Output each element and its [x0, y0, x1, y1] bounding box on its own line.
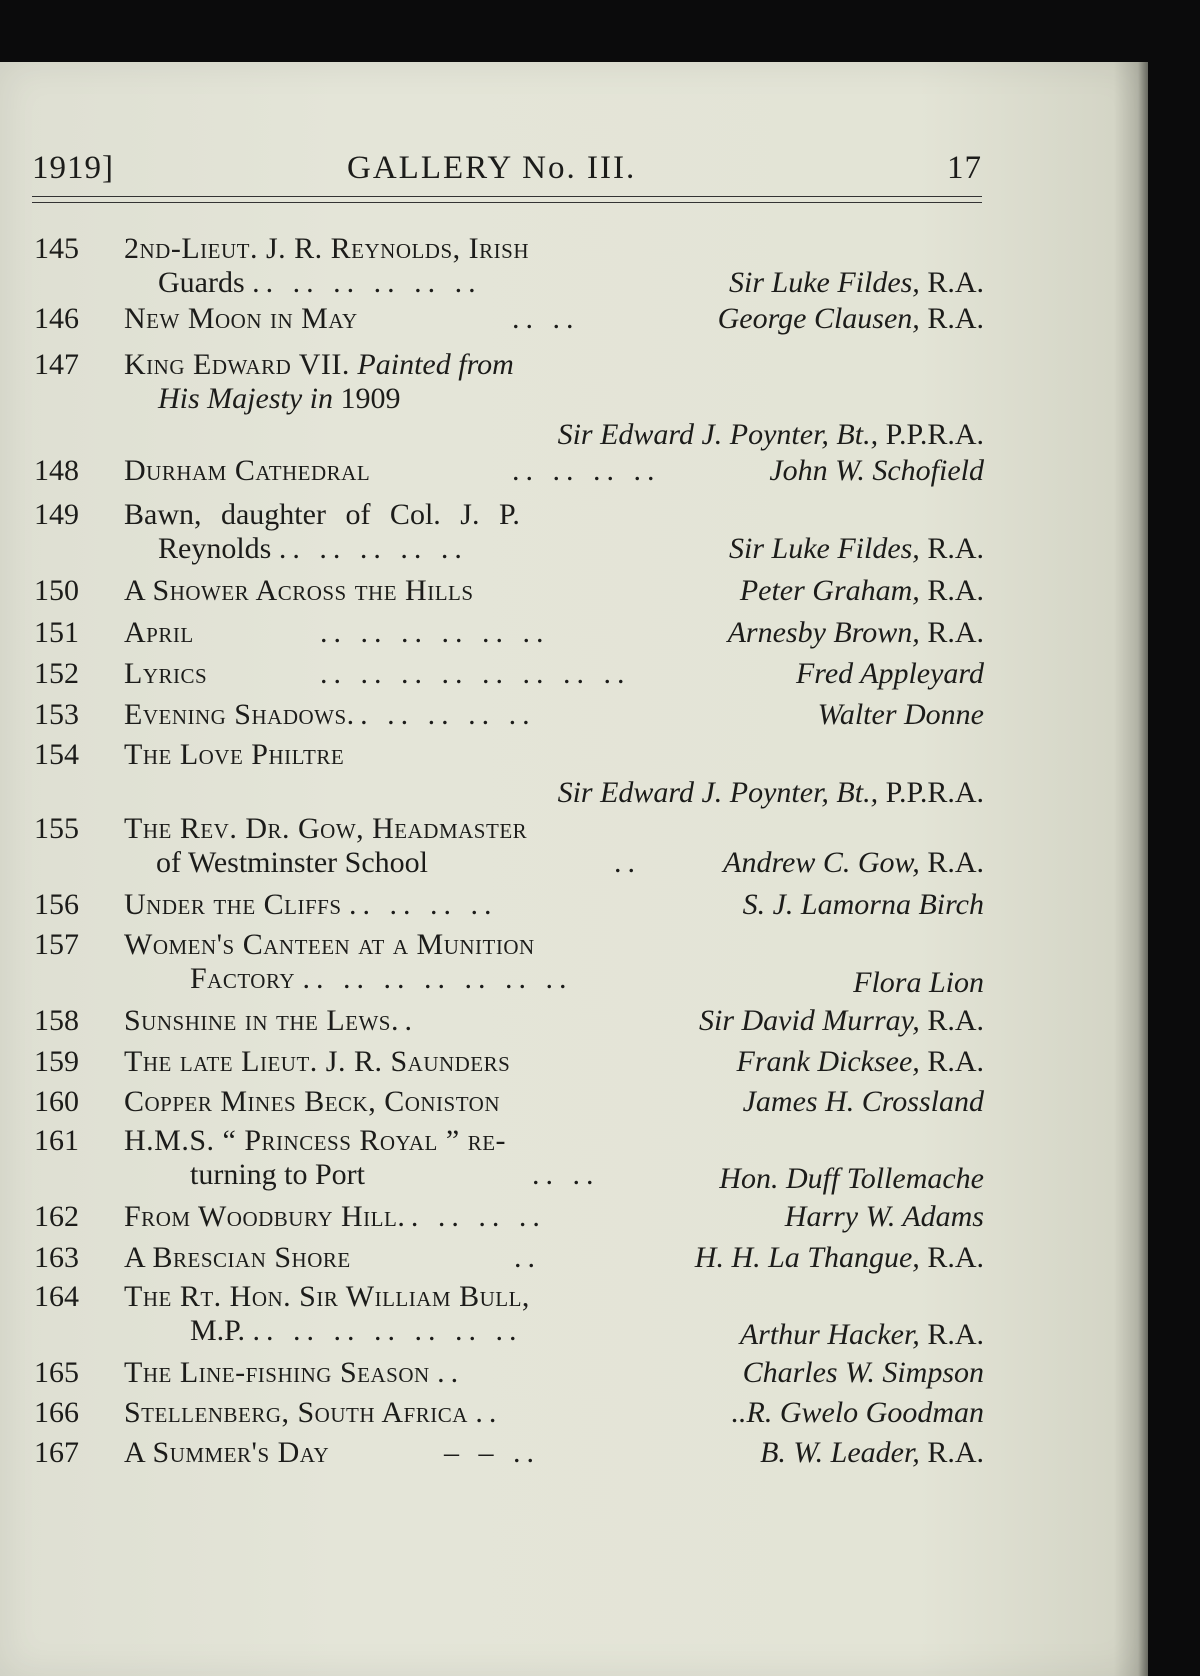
entry-title: King Edward VII. Painted from — [124, 348, 514, 381]
entry-title: The late Lieut. J. R. Saunders — [124, 1045, 511, 1078]
entry-title: From Woodbury Hill.. .. .. .. — [124, 1200, 546, 1233]
entry-number: 165 — [34, 1356, 79, 1389]
header-rule-top — [32, 196, 982, 197]
entry-artist: John W. Schofield — [769, 454, 984, 487]
entry-number: 155 — [34, 812, 79, 845]
entry-artist: Arnesby Brown, R.A. — [727, 616, 984, 649]
entry-number: 161 — [34, 1124, 79, 1157]
entry-number: 153 — [34, 698, 79, 731]
entry-number: 163 — [34, 1241, 79, 1274]
entry-title: New Moon in May — [124, 302, 358, 335]
running-head — [32, 150, 982, 192]
entry-number: 146 — [34, 302, 79, 335]
entry-title-cont: Reynolds .. .. .. .. .. — [158, 532, 468, 565]
entry-title: April — [124, 616, 194, 649]
entry-title: Lyrics — [124, 657, 208, 690]
entry-title: A Shower Across the Hills — [124, 574, 474, 607]
entry-leader-dots: .. .. — [532, 1158, 600, 1191]
entry-title-cont: turning to Port — [190, 1158, 366, 1191]
entry-artist: Sir Luke Fildes, R.A. — [729, 266, 984, 299]
entry-title: Bawn, daughter of Col. J. P. — [124, 498, 520, 531]
entry-artist: Fred Appleyard — [795, 657, 984, 690]
entry-artist: Sir David Murray, R.A. — [698, 1004, 984, 1037]
entry-title: The Rev. Dr. Gow, Headmaster — [124, 812, 528, 845]
entry-leader-dots: .. .. .. .. .. .. .. .. — [320, 657, 631, 690]
entry-title: Women's Canteen at a Munition — [124, 928, 535, 961]
entry-number: 151 — [34, 616, 79, 649]
entry-title: Under the Cliffs .. .. .. .. — [124, 888, 498, 921]
entry-title: The Line-fishing Season .. — [124, 1356, 465, 1389]
entry-artist: Sir Edward J. Poynter, Bt., P.P.R.A. — [557, 776, 984, 809]
entry-number: 164 — [34, 1280, 79, 1313]
entry-number: 145 — [34, 232, 79, 265]
gallery-title: GALLERY No. III. — [347, 150, 637, 186]
entry-number: 160 — [34, 1085, 79, 1118]
entry-leader-dots: .. .. — [512, 302, 580, 335]
entry-artist: Flora Lion — [853, 966, 984, 999]
entry-number: 157 — [34, 928, 79, 961]
entry-title-cont: of Westminster School — [156, 846, 429, 879]
entry-leader-dots: .. .. .. .. — [512, 454, 661, 487]
entry-artist: ..R. Gwelo Goodman — [731, 1396, 984, 1429]
entry-title-cont: M.P. .. .. .. .. .. .. .. — [190, 1314, 523, 1347]
entry-number: 162 — [34, 1200, 79, 1233]
entry-number: 148 — [34, 454, 79, 487]
entry-leader-dots: .. — [514, 1241, 541, 1274]
entry-number: 156 — [34, 888, 79, 921]
entry-artist: S. J. Lamorna Birch — [742, 888, 984, 921]
entry-number: 159 — [34, 1045, 79, 1078]
entry-artist: Walter Donne — [817, 698, 984, 731]
entry-number: 167 — [34, 1436, 79, 1469]
entry-number: 166 — [34, 1396, 79, 1429]
entry-title: H.M.S. “ Princess Royal ” re- — [124, 1124, 507, 1157]
entry-artist: George Clausen, R.A. — [717, 302, 984, 335]
entry-title: 2nd-Lieut. J. R. Reynolds, Irish — [124, 232, 529, 265]
entry-title-cont: His Majesty in 1909 — [158, 382, 401, 415]
entry-number: 147 — [34, 348, 79, 381]
entry-title: The Love Philtre — [124, 738, 345, 771]
entry-artist: Andrew C. Gow, R.A. — [723, 846, 984, 879]
entry-artist: James H. Crossland — [742, 1085, 984, 1118]
entry-title: Sunshine in the Lews.. — [124, 1004, 418, 1037]
entry-number: 158 — [34, 1004, 79, 1037]
entry-title: Stellenberg, South Africa .. — [124, 1396, 503, 1429]
page-number: 17 — [947, 150, 982, 186]
entry-number: 149 — [34, 498, 79, 531]
entry-artist: Arthur Hacker, R.A. — [739, 1318, 984, 1351]
entry-number: 150 — [34, 574, 79, 607]
entry-title: Durham Cathedral — [124, 454, 371, 487]
entry-title-cont: Factory .. .. .. .. .. .. .. — [190, 962, 573, 995]
entry-title: A Brescian Shore — [124, 1241, 351, 1274]
entry-title: The Rt. Hon. Sir William Bull, — [124, 1280, 530, 1313]
entry-title: A Summer's Day — [124, 1436, 330, 1469]
entry-leader-dots: – – .. — [444, 1436, 540, 1469]
entry-leader-dots: .. — [614, 846, 641, 879]
entry-artist: Sir Luke Fildes, R.A. — [729, 532, 984, 565]
entry-number: 154 — [34, 738, 79, 771]
entry-artist: Harry W. Adams — [784, 1200, 984, 1233]
entry-leader-dots: .. .. .. .. .. .. — [320, 616, 550, 649]
entry-artist: Hon. Duff Tollemache — [719, 1162, 984, 1195]
entry-title-cont: Guards .. .. .. .. .. .. — [158, 266, 482, 299]
year-label: 1919] — [32, 150, 114, 186]
entry-number: 152 — [34, 657, 79, 690]
entry-artist: Peter Graham, R.A. — [739, 574, 984, 607]
entry-artist: Frank Dicksee, R.A. — [736, 1045, 984, 1078]
entry-artist: Charles W. Simpson — [742, 1356, 984, 1389]
entry-artist: H. H. La Thangue, R.A. — [694, 1241, 984, 1274]
entry-title: Copper Mines Beck, Coniston — [124, 1085, 501, 1118]
entry-artist: Sir Edward J. Poynter, Bt., P.P.R.A. — [557, 418, 984, 451]
header-rule-bottom — [32, 202, 982, 203]
entry-artist: B. W. Leader, R.A. — [760, 1436, 984, 1469]
entry-title: Evening Shadows.. .. .. .. .. — [124, 698, 536, 731]
